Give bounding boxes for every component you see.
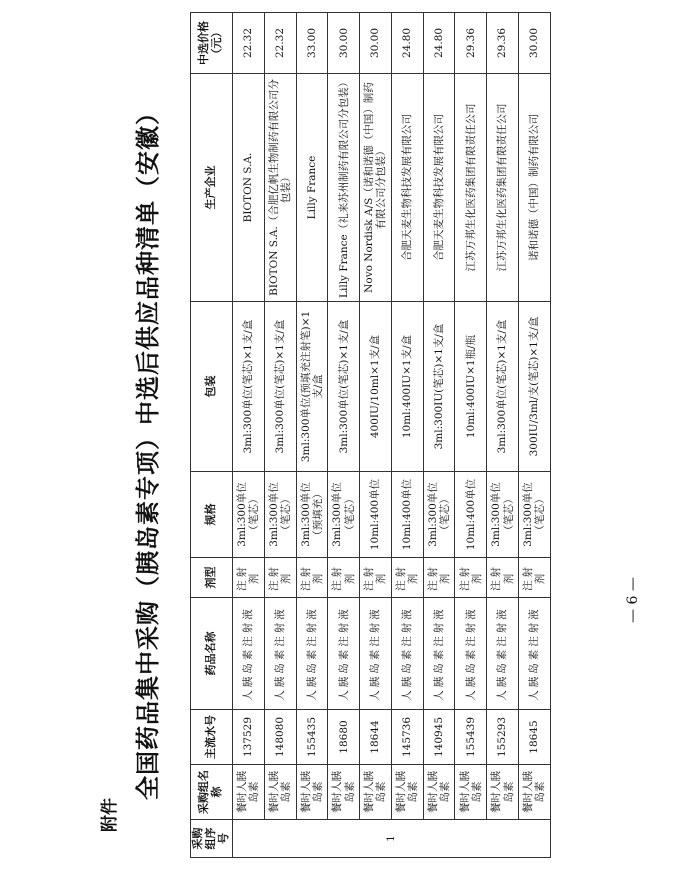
cell-package: 10ml:400IU×1瓶/瓶 [455, 302, 487, 472]
cell-spec: 3ml:300单位（笔芯） [328, 472, 360, 558]
cell-spec: 3ml:300单位（笔芯） [423, 472, 455, 558]
cell-manufacturer: Lilly France [296, 74, 328, 302]
table-row [360, 13, 392, 858]
cell-price: 22.32 [264, 13, 296, 74]
table-row [487, 13, 519, 858]
cell-dosage-form: 注射剂 [264, 558, 296, 598]
header-manufacturer: 生产企业 [191, 74, 233, 302]
cell-package: 400IU/10ml×1支/盒 [360, 302, 392, 472]
header-group-no: 采购组序号 [191, 820, 233, 858]
cell-dosage-form: 注射剂 [328, 558, 360, 598]
cell-serial-no: 18645 [519, 710, 551, 765]
cell-dosage-form: 注射剂 [519, 558, 551, 598]
cell-drug-name: 人胰岛素注射液 [360, 598, 392, 710]
header-dosage-form: 剂型 [191, 558, 233, 598]
table-row [519, 13, 551, 858]
cell-group-name: 餐时人胰岛素 [328, 765, 360, 820]
table-header-row [191, 13, 233, 858]
cell-serial-no: 145736 [391, 710, 423, 765]
cell-spec: 3ml:300单位（笔芯） [232, 472, 264, 558]
cell-manufacturer: BIOTON S.A. [232, 74, 264, 302]
table-row [391, 13, 423, 858]
cell-spec: 10ml:400单位 [360, 472, 392, 558]
cell-package: 3ml:300单位(笔芯)×1支/盒 [487, 302, 519, 472]
cell-group-name: 餐时人胰岛素 [264, 765, 296, 820]
cell-group-name: 餐时人胰岛素 [391, 765, 423, 820]
cell-drug-name: 人胰岛素注射液 [487, 598, 519, 710]
cell-manufacturer: 合肥天麦生物科技发展有限公司 [391, 74, 423, 302]
cell-price: 30.00 [328, 13, 360, 74]
table-row [232, 13, 264, 858]
cell-package: 10ml:400IU×1支/盒 [391, 302, 423, 472]
cell-drug-name: 人胰岛素注射液 [232, 598, 264, 710]
cell-group-name: 餐时人胰岛素 [455, 765, 487, 820]
cell-serial-no: 18644 [360, 710, 392, 765]
cell-price: 29.36 [455, 13, 487, 74]
page-number: — 6 — [625, 577, 641, 623]
table-row [423, 13, 455, 858]
cell-package: 3ml:300单位(笔芯)×1支/盒 [264, 302, 296, 472]
cell-dosage-form: 注射剂 [455, 558, 487, 598]
cell-spec: 10ml:400单位 [391, 472, 423, 558]
cell-drug-name: 人胰岛素注射液 [328, 598, 360, 710]
cell-dosage-form: 注射剂 [423, 558, 455, 598]
cell-package: 3ml:300单位(笔芯)×1支/盒 [232, 302, 264, 472]
table-row [296, 13, 328, 858]
cell-package: 3ml:300单位(笔芯)×1支/盒 [328, 302, 360, 472]
cell-price: 30.00 [519, 13, 551, 74]
cell-drug-name: 人胰岛素注射液 [455, 598, 487, 710]
table-row [264, 13, 296, 858]
cell-package: 3ml:300IU(笔芯)×1支/盒 [423, 302, 455, 472]
cell-drug-name: 人胰岛素注射液 [296, 598, 328, 710]
cell-drug-name: 人胰岛素注射液 [264, 598, 296, 710]
cell-serial-no: 155293 [487, 710, 519, 765]
cell-spec: 3ml:300单位（笔芯） [487, 472, 519, 558]
cell-dosage-form: 注射剂 [487, 558, 519, 598]
cell-package: 300IU/3ml/支(笔芯)×1支/盒 [519, 302, 551, 472]
cell-serial-no: 137529 [232, 710, 264, 765]
cell-dosage-form: 注射剂 [296, 558, 328, 598]
table-body [232, 13, 550, 858]
cell-spec: 3ml:300单位（笔芯） [519, 472, 551, 558]
table-row [328, 13, 360, 858]
cell-group-name: 餐时人胰岛素 [296, 765, 328, 820]
cell-manufacturer: Lilly France（礼来苏州制药有限公司分包装） [328, 74, 360, 302]
cell-dosage-form: 注射剂 [232, 558, 264, 598]
cell-package: 3ml:300单位(预填充注射笔)×1支/盒 [296, 302, 328, 472]
cell-manufacturer: BIOTON S.A.（合肥亿帆生物制药有限公司分包装） [264, 74, 296, 302]
table-row [455, 13, 487, 858]
cell-price: 22.32 [232, 13, 264, 74]
supply-list-table [190, 12, 551, 858]
cell-price: 33.00 [296, 13, 328, 74]
header-drug-name: 药品名称 [191, 598, 233, 710]
cell-serial-no: 18680 [328, 710, 360, 765]
cell-manufacturer: 江苏万邦生化医药集团有限责任公司 [487, 74, 519, 302]
cell-group-name: 餐时人胰岛素 [487, 765, 519, 820]
cell-price: 24.80 [423, 13, 455, 74]
header-package: 包装 [191, 302, 233, 472]
cell-spec: 3ml:300单位（预填充） [296, 472, 328, 558]
cell-group-name: 餐时人胰岛素 [519, 765, 551, 820]
cell-serial-no: 148080 [264, 710, 296, 765]
cell-dosage-form: 注射剂 [360, 558, 392, 598]
cell-group-name: 餐时人胰岛素 [360, 765, 392, 820]
cell-serial-no: 140945 [423, 710, 455, 765]
cell-manufacturer: 诺和诺德（中国）制药有限公司 [519, 74, 551, 302]
cell-spec: 10ml:400单位 [455, 472, 487, 558]
cell-drug-name: 人胰岛素注射液 [391, 598, 423, 710]
header-price: 中选价格（元） [191, 13, 233, 74]
header-serial-no: 主流水号 [191, 710, 233, 765]
cell-spec: 3ml:300单位（笔芯） [264, 472, 296, 558]
cell-dosage-form: 注射剂 [391, 558, 423, 598]
cell-drug-name: 人胰岛素注射液 [519, 598, 551, 710]
cell-group-no: 1 [232, 820, 550, 858]
header-spec: 规格 [191, 472, 233, 558]
cell-price: 29.36 [487, 13, 519, 74]
cell-manufacturer: Novo Nordisk A/S（诺和诺德（中国）制药有限公司分包装） [360, 74, 392, 302]
cell-manufacturer: 合肥天麦生物科技发展有限公司 [423, 74, 455, 302]
cell-manufacturer: 江苏万邦生化医药集团有限责任公司 [455, 74, 487, 302]
cell-price: 30.00 [360, 13, 392, 74]
cell-price: 24.80 [391, 13, 423, 74]
cell-serial-no: 155435 [296, 710, 328, 765]
annex-label: 附件 [100, 798, 120, 832]
header-group-name: 采购组名称 [191, 765, 233, 820]
cell-group-name: 餐时人胰岛素 [232, 765, 264, 820]
cell-group-name: 餐时人胰岛素 [423, 765, 455, 820]
cell-serial-no: 155439 [455, 710, 487, 765]
cell-drug-name: 人胰岛素注射液 [423, 598, 455, 710]
document-title: 全国药品集中采购（胰岛素专项）中选后供应品种清单（安徽） [134, 100, 162, 800]
